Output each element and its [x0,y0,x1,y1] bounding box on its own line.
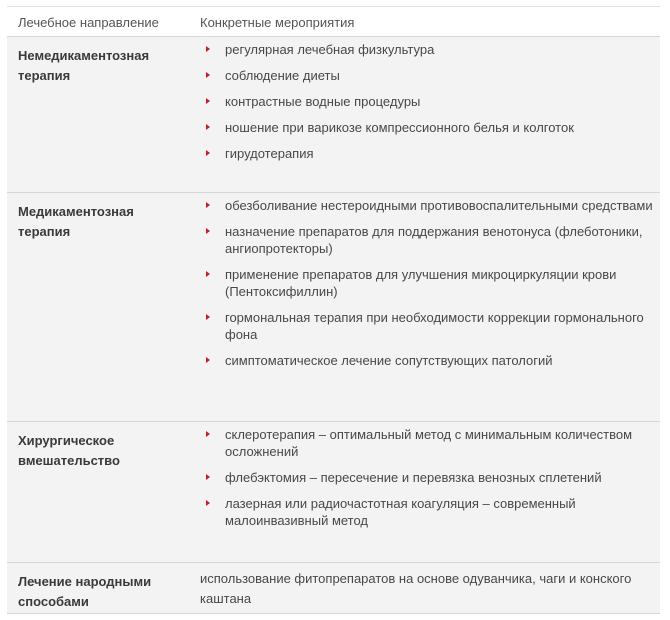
bullet-icon [206,271,210,277]
bullet-icon [206,124,210,130]
bullet-icon [206,46,210,52]
list-item-text: ношение при варикозе компрессионного белья и колготок [225,120,574,135]
header-direction: Лечебное направление [18,15,159,30]
direction-cell: Немедикаментозная терапия [18,48,150,83]
list-item-text: назначение препаратов для поддержания венотонуса (флеботоники, ангиопротекторы) [225,224,643,256]
bullet-icon [206,72,210,78]
list-item [200,426,655,460]
bullet-icon [206,474,210,480]
list-item-text: склеротерапия – оптимальный метод с минимальным количеством осложнений [225,427,633,459]
measures-list [200,426,655,538]
list-item-text: лазерная или радиочастотная коагуляция – современный малоинвазивный метод [225,496,576,528]
measures-list [200,41,655,171]
list-item-text: контрастные водные процедуры [225,94,421,109]
table-row-drug [7,193,660,422]
list-item-text: гирудотерапия [225,146,314,161]
list-item [200,352,655,369]
list-item-text: применение препаратов для улучшения микроциркуляции крови (Пентоксифиллин) [225,267,617,299]
list-item [200,93,655,110]
list-item [200,41,655,58]
measures-text: использование фитопрепаратов на основе одуванчика, чаги и конского каштана [200,571,632,606]
bullet-icon [206,431,210,437]
bullet-icon [206,500,210,506]
list-item [200,119,655,136]
bullet-icon [206,228,210,234]
list-item-text: обезболивание нестероидными противовоспалительными средствами [225,198,653,213]
treatment-table [7,6,660,614]
table-row-non-drug [7,37,660,193]
bullet-icon [206,150,210,156]
list-item [200,266,655,300]
direction-cell: Медикаментозная терапия [18,204,134,239]
table-header-row [7,6,660,37]
bullet-icon [206,98,210,104]
list-item-text: флебэктомия – пересечение и перевязка венозных сплетений [225,470,602,485]
list-item-text: гормональная терапия при необходимости коррекции гормонального фона [225,310,644,342]
measures-list [200,197,655,378]
list-item-text: регулярная лечебная физкультура [225,42,435,57]
table-row-surgery [7,422,660,563]
bullet-icon [206,314,210,320]
list-item [200,309,655,343]
bullet-icon [206,357,210,363]
header-measures: Конкретные мероприятия [200,15,355,30]
list-item [200,145,655,162]
list-item [200,197,655,214]
direction-cell: Лечение народными способами [18,574,152,609]
direction-cell: Хирургическое вмешательство [18,433,120,468]
list-item [200,223,655,257]
list-item-text: соблюдение диеты [225,68,340,83]
table-row-folk [7,563,660,614]
bullet-icon [206,202,210,208]
list-item [200,495,655,529]
list-item [200,67,655,84]
list-item [200,469,655,486]
list-item-text: симптоматическое лечение сопутствующих патологий [225,353,553,368]
